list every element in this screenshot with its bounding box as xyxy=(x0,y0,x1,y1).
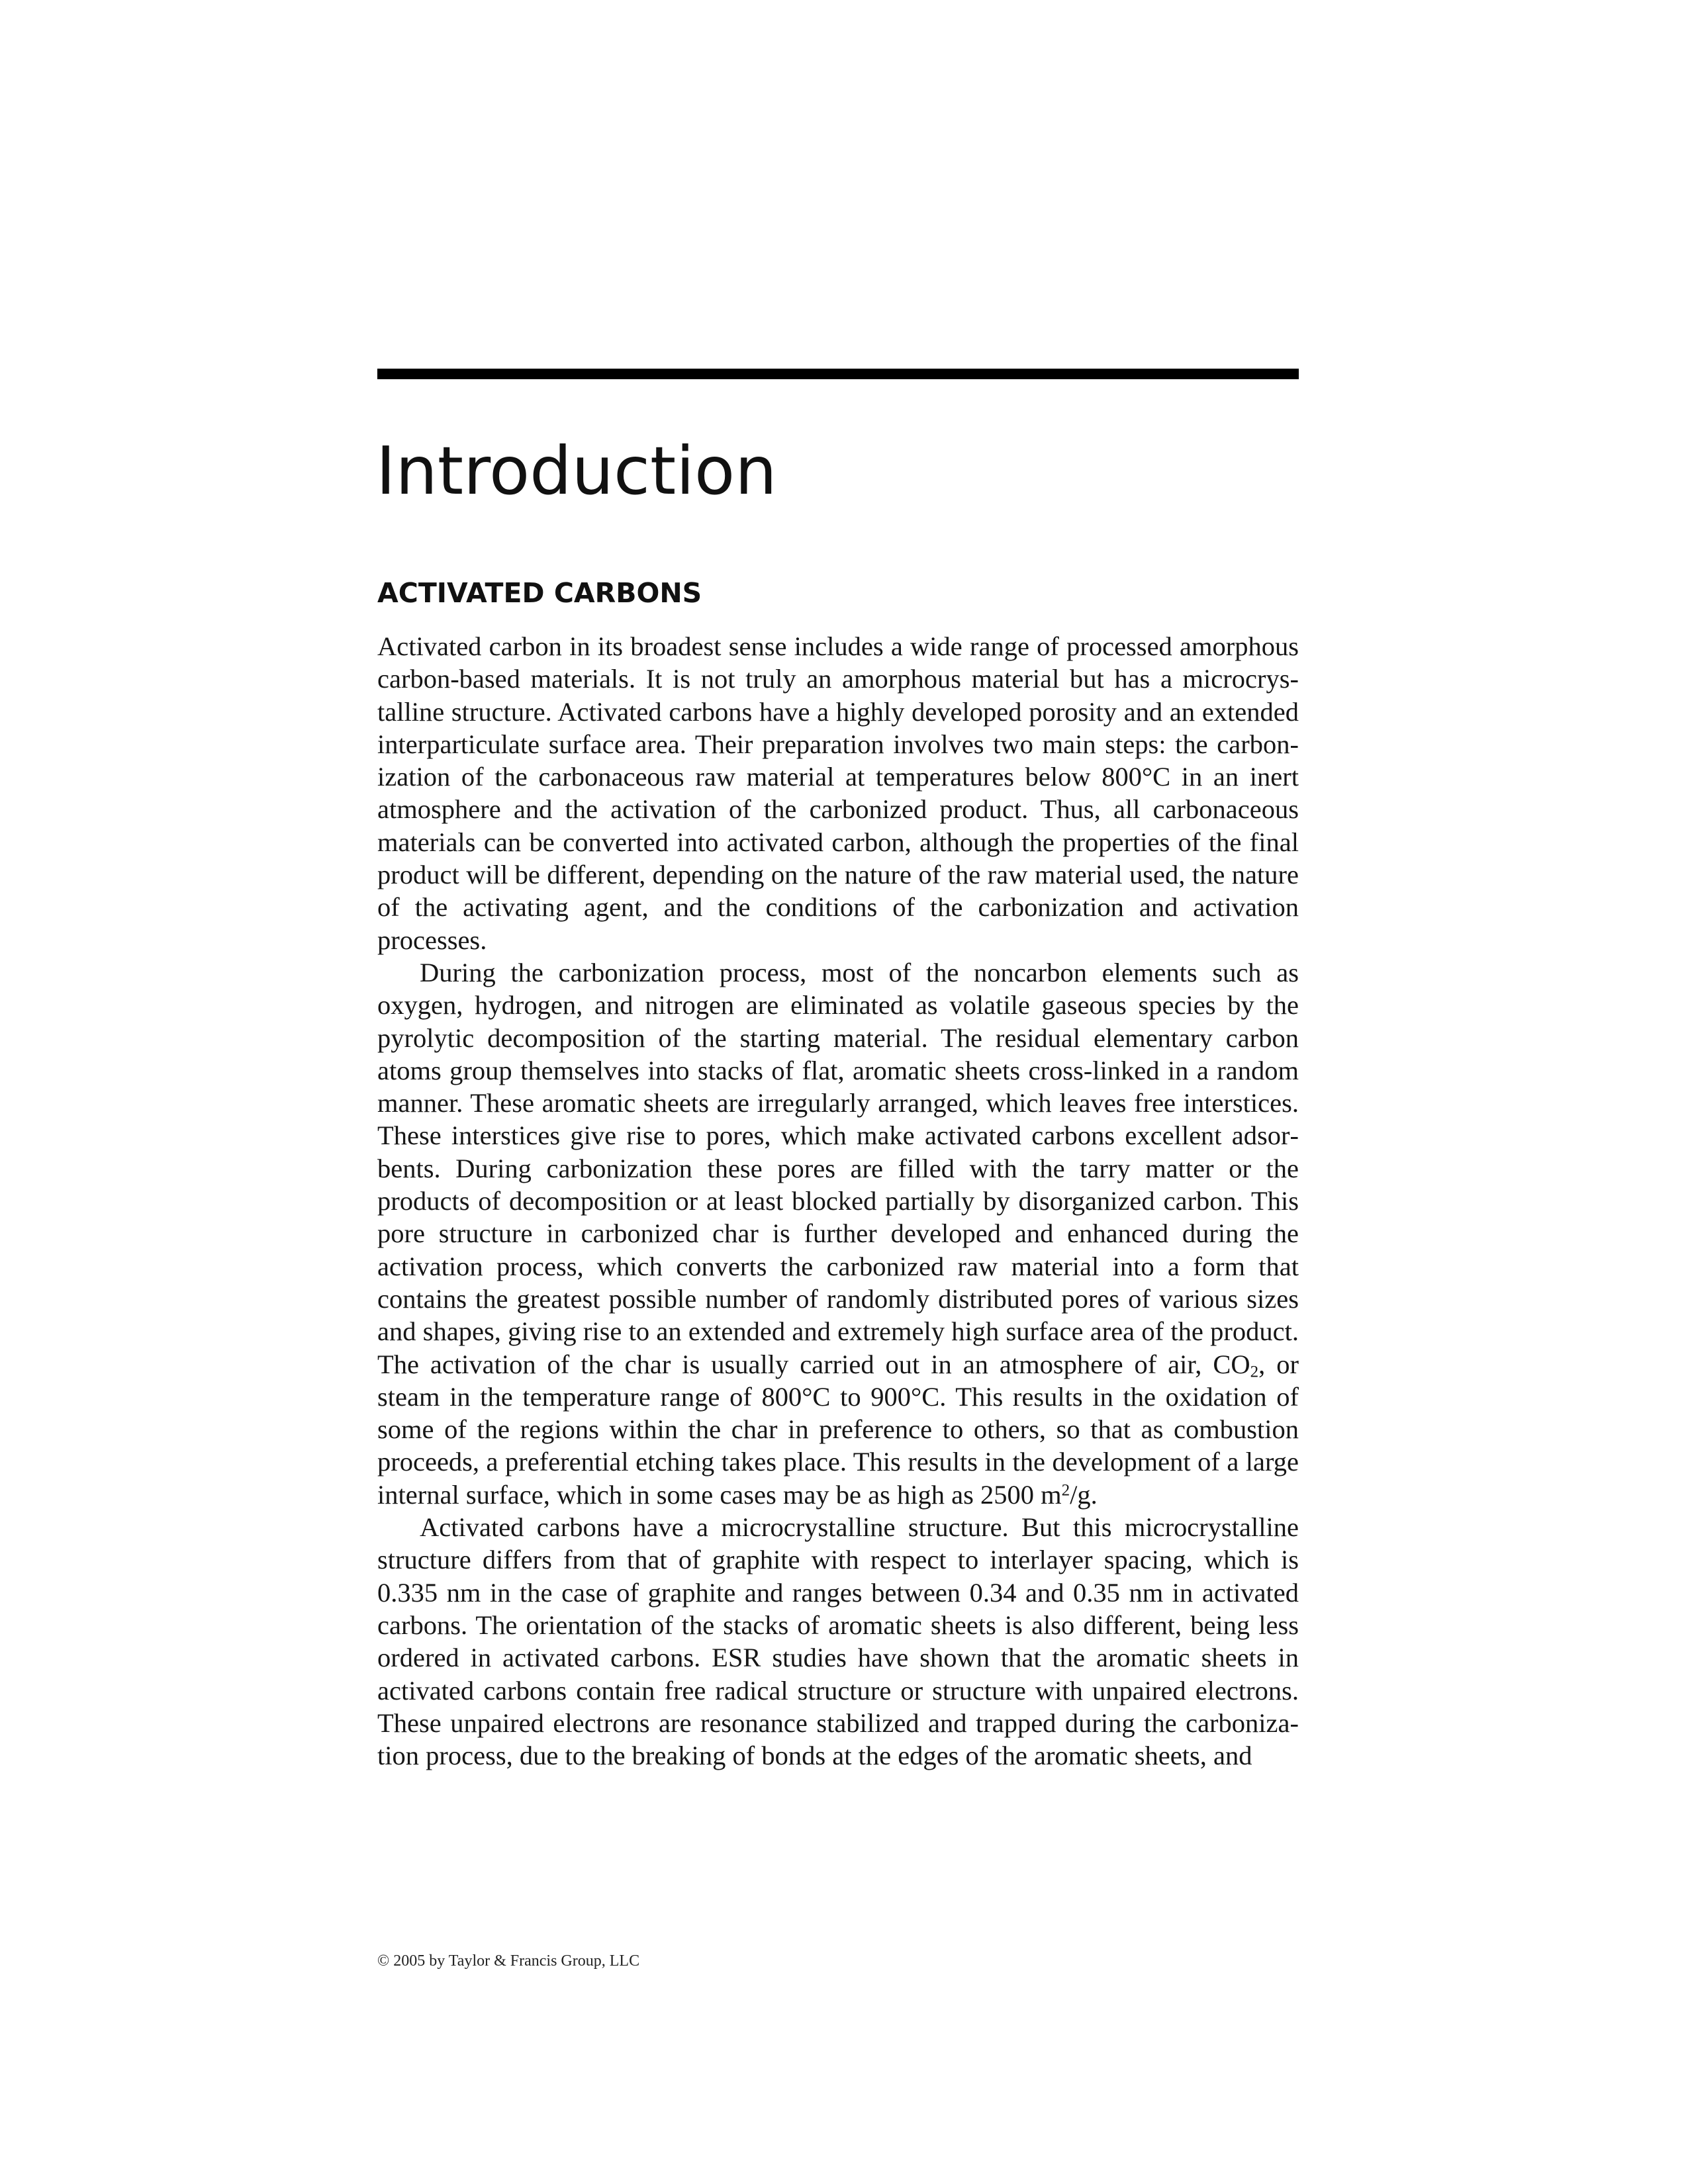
section-heading: ACTIVATED CARBONS xyxy=(377,577,702,609)
paragraph-1 xyxy=(377,630,1299,956)
copyright-footer: © 2005 by Taylor & Francis Group, LLC xyxy=(377,1952,640,1970)
chapter-title: Introduction xyxy=(376,432,777,510)
paragraph-3 xyxy=(377,1511,1299,1772)
paragraph-2-text-part-2: , or steam in the temperature range of 800°C to 900°C. This results in the oxidation of some of the regions within the char in preference to others, so that as combustion proceeds, a preferential etching takes place. This results in the development of a large internal surface, which in some cases may be as high as 2500 m xyxy=(377,1349,1299,1510)
chapter-rule xyxy=(377,369,1299,379)
area-unit-superscript: 2 xyxy=(1061,1481,1070,1500)
co2-subscript: 2 xyxy=(1250,1363,1259,1381)
body-text xyxy=(377,630,1299,1772)
paragraph-2-text-part-3: /g. xyxy=(1070,1479,1098,1510)
paragraph-1-text: Activated carbon in its broadest sense includes a wide range of processed amorphous carbon-based materials. It is not truly an amorphous material but has a microcrystalline structure. Activated carbons have a highly developed porosity and an extended interparticulate surface area. Their preparation involves two main steps: the carbonization of the carbonaceous raw material at temperatures below 800°C in an inert atmosphere and the activation of the carbonized product. Thus, all carbonaceous materials can be converted into activated carbon, although the properties of the final product will be different, depending on the nature of the raw material used, the nature of the activating agent, and the conditions of the carbonization and activation processes. xyxy=(377,631,1299,955)
paragraph-2 xyxy=(377,956,1299,1511)
paragraph-2-text-part-1: During the carbonization process, most of the noncarbon elements such as oxygen, hydrogen, and nitrogen are eliminated as volatile gaseous species by the pyrolytic decomposition of the starting material. The residual elementary carbon atoms group themselves into stacks of flat, aromatic sheets cross-linked in a random manner. These aromatic sheets are irregularly arranged, which leaves free interstices. These interstices give rise to pores, which make activated carbons excellent adsorbents. During carbonization these pores are filled with the tarry matter or the products of decomposition or at least blocked partially by disorganized carbon. This pore structure in carbonized char is further developed and enhanced during the activation process, which converts the carbonized raw material into a form that contains the greatest possible number of randomly distributed pores of various sizes and shapes, giving rise to an extended and extremely high surface area of the product. The activation of the char is usually carried out in an atmosphere of air, CO xyxy=(377,957,1299,1379)
paragraph-3-text: Activated carbons have a microcrystalline structure. But this microcrystalline structure differs from that of graphite with respect to interlayer spacing, which is 0.335 nm in the case of graphite and ranges between 0.34 and 0.35 nm in activated carbons. The orientation of the stacks of aromatic sheets is also different, being less ordered in activated carbons. ESR studies have shown that the aromatic sheets in activated carbons contain free radical structure or structure with unpaired electrons. These unpaired electrons are resonance stabilized and trapped during the carbonization process, due to the breaking of bonds at the edges of the aromatic sheets, and xyxy=(377,1512,1299,1771)
